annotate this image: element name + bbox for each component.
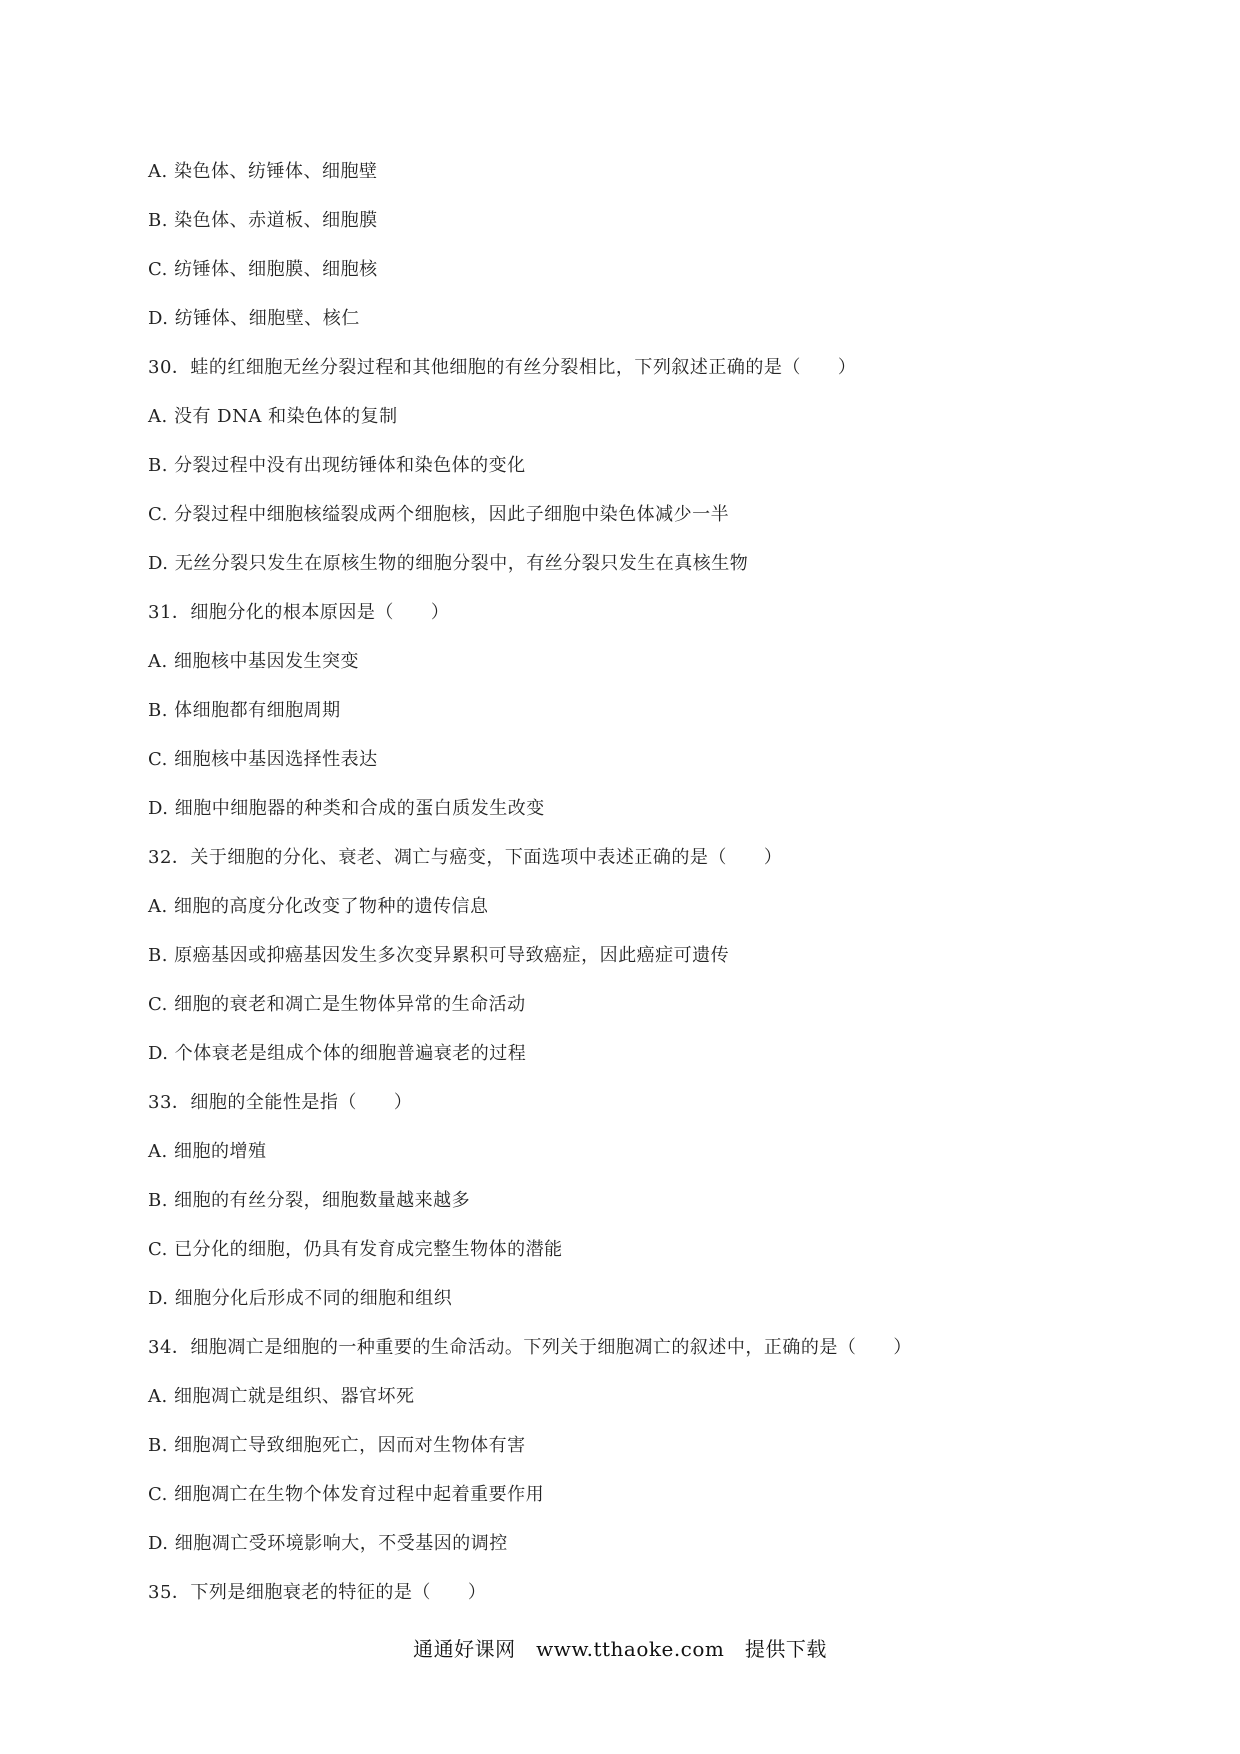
option-line: A. 没有 DNA 和染色体的复制 bbox=[148, 406, 398, 427]
question-line: 33．细胞的全能性是指（ ） bbox=[148, 1092, 413, 1113]
option-line: B. 染色体、赤道板、细胞膜 bbox=[148, 210, 378, 231]
option-line: C. 细胞核中基因选择性表达 bbox=[148, 749, 378, 770]
question-line: 35．下列是细胞衰老的特征的是（ ） bbox=[148, 1582, 487, 1603]
option-line: D. 个体衰老是组成个体的细胞普遍衰老的过程 bbox=[148, 1043, 527, 1064]
question-line: 31．细胞分化的根本原因是（ ） bbox=[148, 602, 450, 623]
option-line: A. 染色体、纺锤体、细胞壁 bbox=[148, 161, 378, 182]
option-line: B. 细胞凋亡导致细胞死亡，因而对生物体有害 bbox=[148, 1435, 526, 1456]
option-line: D. 纺锤体、细胞壁、核仁 bbox=[148, 308, 360, 329]
option-line: C. 纺锤体、细胞膜、细胞核 bbox=[148, 259, 378, 280]
option-line: D. 细胞凋亡受环境影响大，不受基因的调控 bbox=[148, 1533, 508, 1554]
option-line: C. 已分化的细胞，仍具有发育成完整生物体的潜能 bbox=[148, 1239, 563, 1260]
question-line: 30．蛙的红细胞无丝分裂过程和其他细胞的有丝分裂相比，下列叙述正确的是（ ） bbox=[148, 357, 857, 378]
option-line: A. 细胞核中基因发生突变 bbox=[148, 651, 359, 672]
option-line: B. 原癌基因或抑癌基因发生多次变异累积可导致癌症，因此癌症可遗传 bbox=[148, 945, 730, 966]
option-line: B. 细胞的有丝分裂，细胞数量越来越多 bbox=[148, 1190, 471, 1211]
page-footer: 通通好课网 www.tthaoke.com 提供下载 bbox=[413, 1637, 827, 1661]
question-line: 32．关于细胞的分化、衰老、凋亡与癌变，下面选项中表述正确的是（ ） bbox=[148, 847, 783, 868]
option-line: B. 分裂过程中没有出现纺锤体和染色体的变化 bbox=[148, 455, 526, 476]
option-line: D. 细胞分化后形成不同的细胞和组织 bbox=[148, 1288, 453, 1309]
option-line: C. 细胞的衰老和凋亡是生物体异常的生命活动 bbox=[148, 994, 526, 1015]
option-line: D. 细胞中细胞器的种类和合成的蛋白质发生改变 bbox=[148, 798, 545, 819]
option-line: A. 细胞的高度分化改变了物种的遗传信息 bbox=[148, 896, 489, 917]
option-line: C. 分裂过程中细胞核缢裂成两个细胞核，因此子细胞中染色体减少一半 bbox=[148, 504, 730, 525]
option-line: A. 细胞凋亡就是组织、器官坏死 bbox=[148, 1386, 415, 1407]
option-line: C. 细胞凋亡在生物个体发育过程中起着重要作用 bbox=[148, 1484, 545, 1505]
option-line: D. 无丝分裂只发生在原核生物的细胞分裂中，有丝分裂只发生在真核生物 bbox=[148, 553, 749, 574]
option-line: A. 细胞的增殖 bbox=[148, 1141, 267, 1162]
option-line: B. 体细胞都有细胞周期 bbox=[148, 700, 341, 721]
question-line: 34．细胞凋亡是细胞的一种重要的生命活动。下列关于细胞凋亡的叙述中，正确的是（ ） bbox=[148, 1337, 912, 1358]
